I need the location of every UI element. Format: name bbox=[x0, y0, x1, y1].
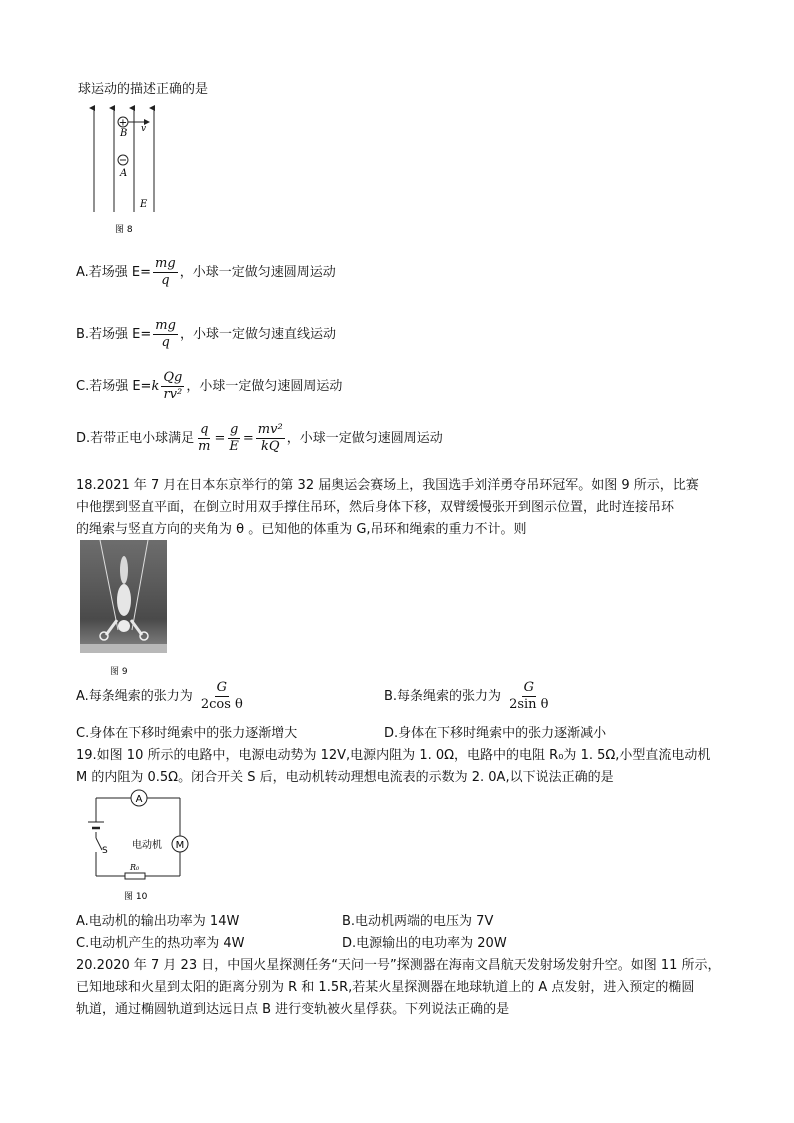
q17-stem-tail: 球运动的描述正确的是 bbox=[78, 82, 209, 97]
q17-option-c: C.若场强 E=k $\frac{Qg}{\text{rv²}}$ ，小球一定做匀速圆周运动 bbox=[76, 370, 343, 402]
q18-line-3: 的绳索与竖直方向的夹角为 θ 。已知他的体重为 G,吊环和绳索的重力不计。则 bbox=[76, 522, 527, 537]
q18-line-2: 中他摆到竖直平面，在倒立时用双手撑住吊环，然后身体下移，双臂缓慢张开到图示位置，此时连接吊环 bbox=[76, 500, 675, 515]
q19-line-2: M 的内阻为 0.5Ω。闭合开关 S 后，电动机转动理想电流表的示数为 2. 0A,以下说法正确的是 bbox=[76, 770, 614, 785]
figure-8-field-diagram bbox=[85, 100, 185, 235]
figure-9-caption: 图 9 bbox=[110, 667, 128, 677]
label-a: A bbox=[120, 168, 128, 179]
q18-option-c: C.身体在下移时绳索中的张力逐渐增大 bbox=[76, 726, 298, 741]
ammeter-label: A bbox=[135, 794, 143, 805]
resistor-icon bbox=[125, 873, 145, 879]
svg-text:+: + bbox=[118, 117, 128, 129]
figure-9-gymnast-photo bbox=[80, 540, 167, 653]
q20-line-2: 已知地球和火星到太阳的距离分别为 R 和 1.5R,若某火星探测器在地球轨道上的 A 点发射，进入预定的椭圆 bbox=[76, 980, 695, 995]
q19-option-b: B.电动机两端的电压为 7V bbox=[342, 914, 494, 929]
figure-10-caption: 图 10 bbox=[124, 892, 148, 902]
q18-option-a: A.每条绳索的张力为 $\frac{G}{\text{2cos θ}}$ bbox=[76, 680, 243, 712]
switch-label: S bbox=[102, 846, 108, 856]
label-e: E bbox=[140, 199, 148, 210]
figure-10-circuit-diagram bbox=[80, 786, 190, 904]
q17-option-b: B.若场强 E= $\frac{mg}{q}$ ，小球一定做匀速直线运动 bbox=[76, 318, 336, 350]
q19-option-c: C.电动机产生的热功率为 4W bbox=[76, 936, 245, 951]
label-b: B bbox=[120, 128, 128, 139]
q18-line-1: 18.2021 年 7 月在日本东京举行的第 32 届奥运会赛场上，我国选手刘洋勇夺吊环冠军。如图 9 所示，比赛 bbox=[76, 478, 699, 493]
resistor-label: R₀ bbox=[130, 863, 140, 872]
q20-line-3: 轨道，通过椭圆轨道到达远日点 B 进行变轨被火星俘获。下列说法正确的是 bbox=[76, 1002, 510, 1017]
q19-option-d: D.电源输出的电功率为 20W bbox=[342, 936, 507, 951]
motor-label: 电动机 bbox=[132, 840, 162, 851]
q19-line-1: 19.如图 10 所示的电路中，电源电动势为 12V,电源内阻为 1. 0Ω，电路中的电阻 R₀为 1. 5Ω,小型直流电动机 bbox=[76, 748, 711, 763]
q20-line-1: 20.2020 年 7 月 23 日，中国火星探测任务“天问一号”探测器在海南文昌航天发射场发射升空。如图 11 所示， bbox=[76, 958, 721, 973]
gymnast-rings-image bbox=[80, 540, 167, 653]
q18-option-b: B.每条绳索的张力为 $\frac{G}{\text{2sin θ}}$ bbox=[384, 680, 549, 712]
q19-option-a: A.电动机的输出功率为 14W bbox=[76, 914, 240, 929]
label-v: v bbox=[141, 124, 147, 134]
q18-option-d: D.身体在下移时绳索中的张力逐渐减小 bbox=[384, 726, 607, 741]
q17-option-d: D.若带正电小球满足 $\frac{q}{m}$ = $\frac{g}{E}$ = $\frac{\text{mv²}}{kQ}$ ，小球一定做匀速圆周运动 bbox=[76, 422, 443, 454]
motor-symbol: M bbox=[175, 840, 185, 851]
q17-option-a: A.若场强 E= $\frac{mg}{q}$ ，小球一定做匀速圆周运动 bbox=[76, 256, 336, 288]
figure-8-caption: 图 8 bbox=[115, 225, 133, 235]
